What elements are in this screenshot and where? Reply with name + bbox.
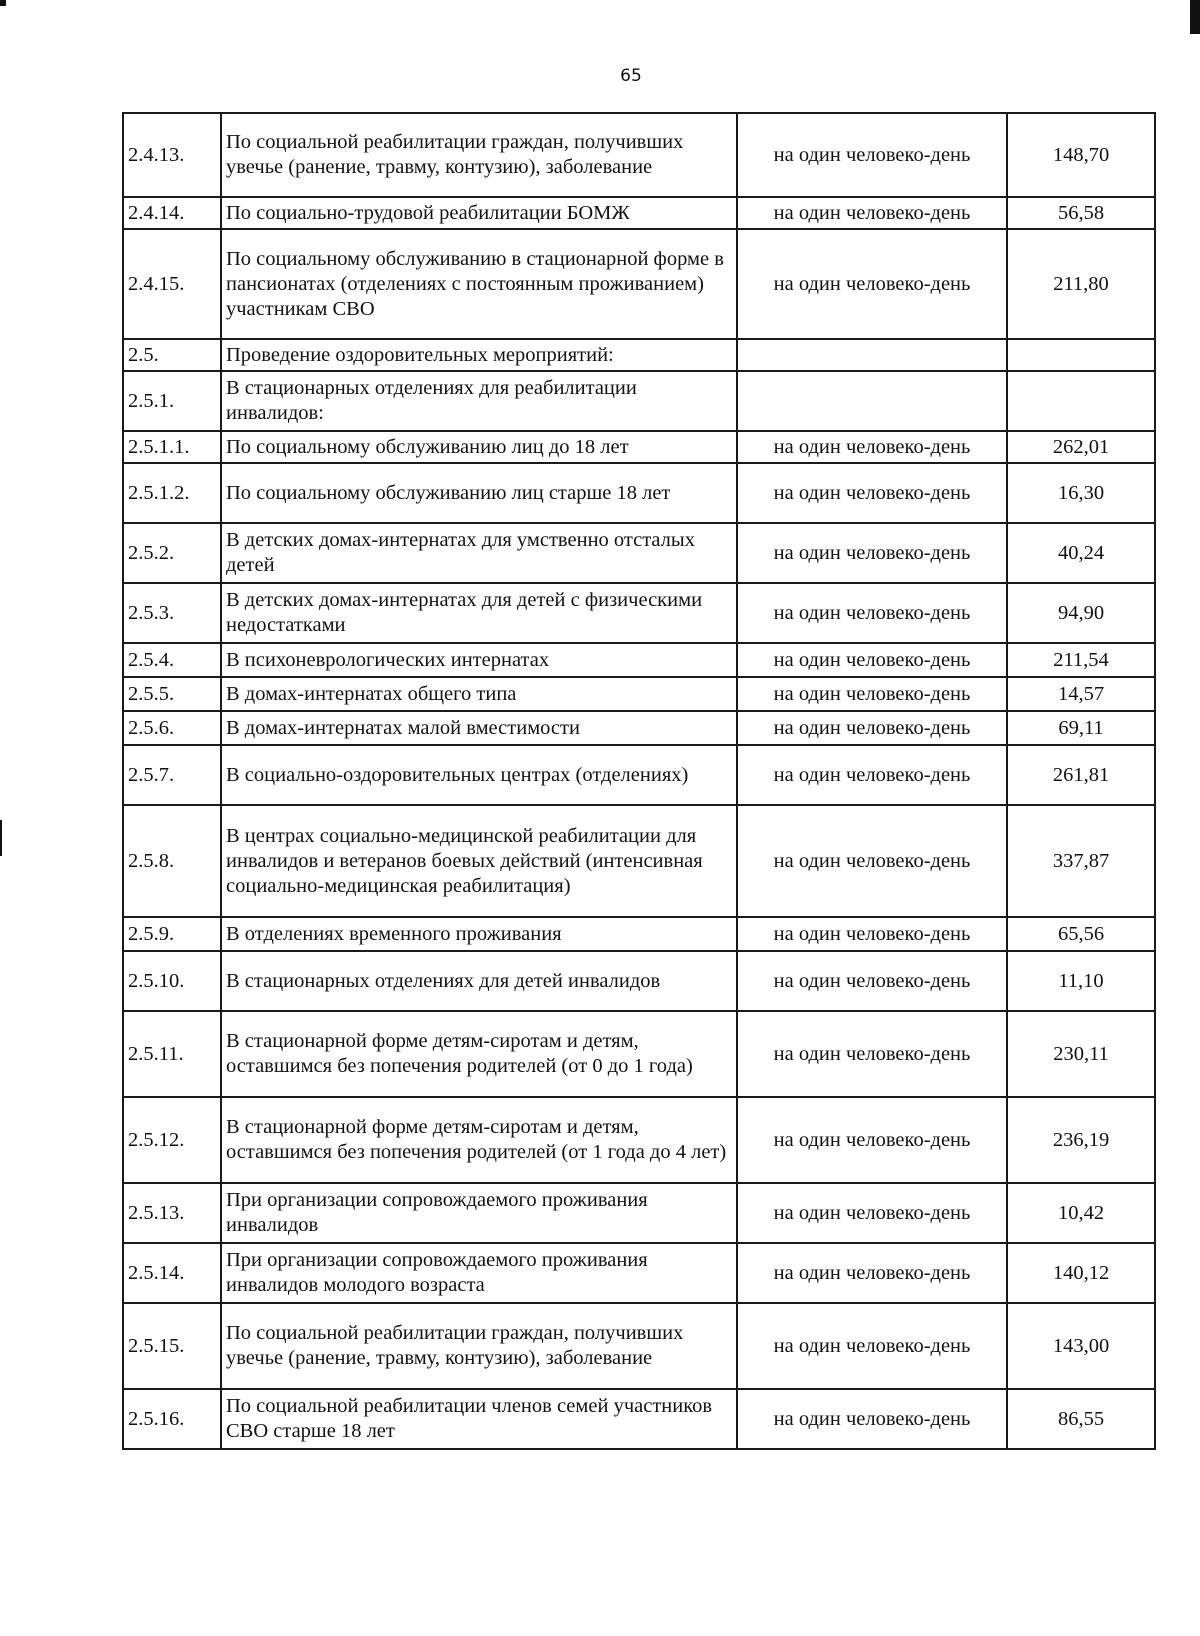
row-number-cell: 2.5. — [123, 339, 221, 371]
table-row — [123, 745, 1155, 805]
unit-cell: на один человеко-день — [737, 1303, 1007, 1389]
tariff-value-cell: 10,42 — [1007, 1183, 1155, 1243]
tariff-table — [122, 112, 1156, 1450]
tariff-value-cell: 148,70 — [1007, 113, 1155, 197]
tariff-value-cell: 236,19 — [1007, 1097, 1155, 1183]
service-description-cell: По социальному обслуживанию лиц старше 18 лет — [221, 463, 737, 523]
row-number-cell: 2.5.10. — [123, 951, 221, 1011]
row-number-cell: 2.5.16. — [123, 1389, 221, 1449]
service-description-cell: По социальному обслуживанию в стационарной форме в пансионатах (отделениях с постоянным проживанием) участникам СВО — [221, 229, 737, 339]
unit-cell: на один человеко-день — [737, 463, 1007, 523]
scan-mark-top-left — [0, 0, 6, 6]
service-description-cell: В стационарных отделениях для детей инвалидов — [221, 951, 737, 1011]
unit-cell: на один человеко-день — [737, 1243, 1007, 1303]
tariff-value-cell: 230,11 — [1007, 1011, 1155, 1097]
row-number-cell: 2.5.1.1. — [123, 431, 221, 463]
tariff-value-cell: 69,11 — [1007, 711, 1155, 745]
page-number: 65 — [620, 66, 642, 86]
row-number-cell: 2.5.11. — [123, 1011, 221, 1097]
row-number-cell: 2.5.14. — [123, 1243, 221, 1303]
tariff-value-cell — [1007, 339, 1155, 371]
unit-cell: на один человеко-день — [737, 1183, 1007, 1243]
table-row — [123, 643, 1155, 677]
service-description-cell: В стационарных отделениях для реабилитации инвалидов: — [221, 371, 737, 431]
service-description-cell: В домах-интернатах малой вместимости — [221, 711, 737, 745]
tariff-value-cell: 11,10 — [1007, 951, 1155, 1011]
table-row — [123, 431, 1155, 463]
tariff-value-cell: 261,81 — [1007, 745, 1155, 805]
row-number-cell: 2.4.13. — [123, 113, 221, 197]
table-row — [123, 1303, 1155, 1389]
unit-cell: на один человеко-день — [737, 711, 1007, 745]
table-row — [123, 1243, 1155, 1303]
table-row — [123, 1097, 1155, 1183]
tariff-value-cell: 14,57 — [1007, 677, 1155, 711]
service-description-cell: При организации сопровождаемого проживания инвалидов молодого возраста — [221, 1243, 737, 1303]
service-description-cell: По социальной реабилитации граждан, получивших увечье (ранение, травму, контузию), заболевание — [221, 1303, 737, 1389]
unit-cell: на один человеко-день — [737, 1389, 1007, 1449]
scan-mark-left-edge — [0, 820, 2, 856]
row-number-cell: 2.5.6. — [123, 711, 221, 745]
service-description-cell: В стационарной форме детям-сиротам и детям, оставшимся без попечения родителей (от 0 до 1 года) — [221, 1011, 737, 1097]
row-number-cell: 2.5.3. — [123, 583, 221, 643]
unit-cell: на один человеко-день — [737, 197, 1007, 229]
row-number-cell: 2.4.14. — [123, 197, 221, 229]
row-number-cell: 2.5.9. — [123, 917, 221, 951]
table-row — [123, 1183, 1155, 1243]
table-row — [123, 113, 1155, 197]
service-description-cell: По социально-трудовой реабилитации БОМЖ — [221, 197, 737, 229]
table-row — [123, 677, 1155, 711]
unit-cell: на один человеко-день — [737, 1097, 1007, 1183]
table-row — [123, 1389, 1155, 1449]
tariff-table-body — [123, 113, 1155, 1449]
unit-cell: на один человеко-день — [737, 643, 1007, 677]
scan-mark-top-right — [1190, 0, 1200, 34]
unit-cell: на один человеко-день — [737, 523, 1007, 583]
service-description-cell: В стационарной форме детям-сиротам и детям, оставшимся без попечения родителей (от 1 года до 4 лет) — [221, 1097, 737, 1183]
unit-cell: на один человеко-день — [737, 917, 1007, 951]
service-description-cell: В детских домах-интернатах для детей с физическими недостатками — [221, 583, 737, 643]
table-row — [123, 583, 1155, 643]
tariff-value-cell — [1007, 371, 1155, 431]
service-description-cell: В детских домах-интернатах для умственно отсталых детей — [221, 523, 737, 583]
row-number-cell: 2.5.8. — [123, 805, 221, 917]
row-number-cell: 2.5.7. — [123, 745, 221, 805]
tariff-value-cell: 56,58 — [1007, 197, 1155, 229]
table-row — [123, 463, 1155, 523]
unit-cell: на один человеко-день — [737, 229, 1007, 339]
row-number-cell: 2.5.4. — [123, 643, 221, 677]
unit-cell: на один человеко-день — [737, 805, 1007, 917]
unit-cell: на один человеко-день — [737, 113, 1007, 197]
tariff-value-cell: 86,55 — [1007, 1389, 1155, 1449]
table-row — [123, 523, 1155, 583]
service-description-cell: По социальной реабилитации членов семей участников СВО старше 18 лет — [221, 1389, 737, 1449]
row-number-cell: 2.5.15. — [123, 1303, 221, 1389]
unit-cell: на один человеко-день — [737, 677, 1007, 711]
unit-cell: на один человеко-день — [737, 745, 1007, 805]
table-row — [123, 805, 1155, 917]
tariff-value-cell: 143,00 — [1007, 1303, 1155, 1389]
row-number-cell: 2.5.5. — [123, 677, 221, 711]
tariff-value-cell: 16,30 — [1007, 463, 1155, 523]
table-row — [123, 339, 1155, 371]
unit-cell — [737, 371, 1007, 431]
row-number-cell: 2.4.15. — [123, 229, 221, 339]
service-description-cell: По социальному обслуживанию лиц до 18 лет — [221, 431, 737, 463]
unit-cell: на один человеко-день — [737, 431, 1007, 463]
service-description-cell: В психоневрологических интернатах — [221, 643, 737, 677]
row-number-cell: 2.5.2. — [123, 523, 221, 583]
unit-cell: на один человеко-день — [737, 951, 1007, 1011]
unit-cell — [737, 339, 1007, 371]
service-description-cell: В домах-интернатах общего типа — [221, 677, 737, 711]
service-description-cell: При организации сопровождаемого проживания инвалидов — [221, 1183, 737, 1243]
unit-cell: на один человеко-день — [737, 583, 1007, 643]
row-number-cell: 2.5.12. — [123, 1097, 221, 1183]
table-row — [123, 711, 1155, 745]
service-description-cell: В социально-оздоровительных центрах (отделениях) — [221, 745, 737, 805]
tariff-value-cell: 211,80 — [1007, 229, 1155, 339]
service-description-cell: В отделениях временного проживания — [221, 917, 737, 951]
tariff-value-cell: 337,87 — [1007, 805, 1155, 917]
tariff-value-cell: 40,24 — [1007, 523, 1155, 583]
table-row — [123, 917, 1155, 951]
row-number-cell: 2.5.13. — [123, 1183, 221, 1243]
tariff-value-cell: 140,12 — [1007, 1243, 1155, 1303]
tariff-value-cell: 211,54 — [1007, 643, 1155, 677]
table-row — [123, 371, 1155, 431]
tariff-value-cell: 94,90 — [1007, 583, 1155, 643]
row-number-cell: 2.5.1. — [123, 371, 221, 431]
table-row — [123, 1011, 1155, 1097]
row-number-cell: 2.5.1.2. — [123, 463, 221, 523]
tariff-value-cell: 262,01 — [1007, 431, 1155, 463]
service-description-cell: По социальной реабилитации граждан, получивших увечье (ранение, травму, контузию), заболевание — [221, 113, 737, 197]
tariff-value-cell: 65,56 — [1007, 917, 1155, 951]
service-description-cell: В центрах социально-медицинской реабилитации для инвалидов и ветеранов боевых действий (интенсивная социально-медицинская реабилитация) — [221, 805, 737, 917]
service-description-cell: Проведение оздоровительных мероприятий: — [221, 339, 737, 371]
table-row — [123, 229, 1155, 339]
table-row — [123, 197, 1155, 229]
unit-cell: на один человеко-день — [737, 1011, 1007, 1097]
table-row — [123, 951, 1155, 1011]
